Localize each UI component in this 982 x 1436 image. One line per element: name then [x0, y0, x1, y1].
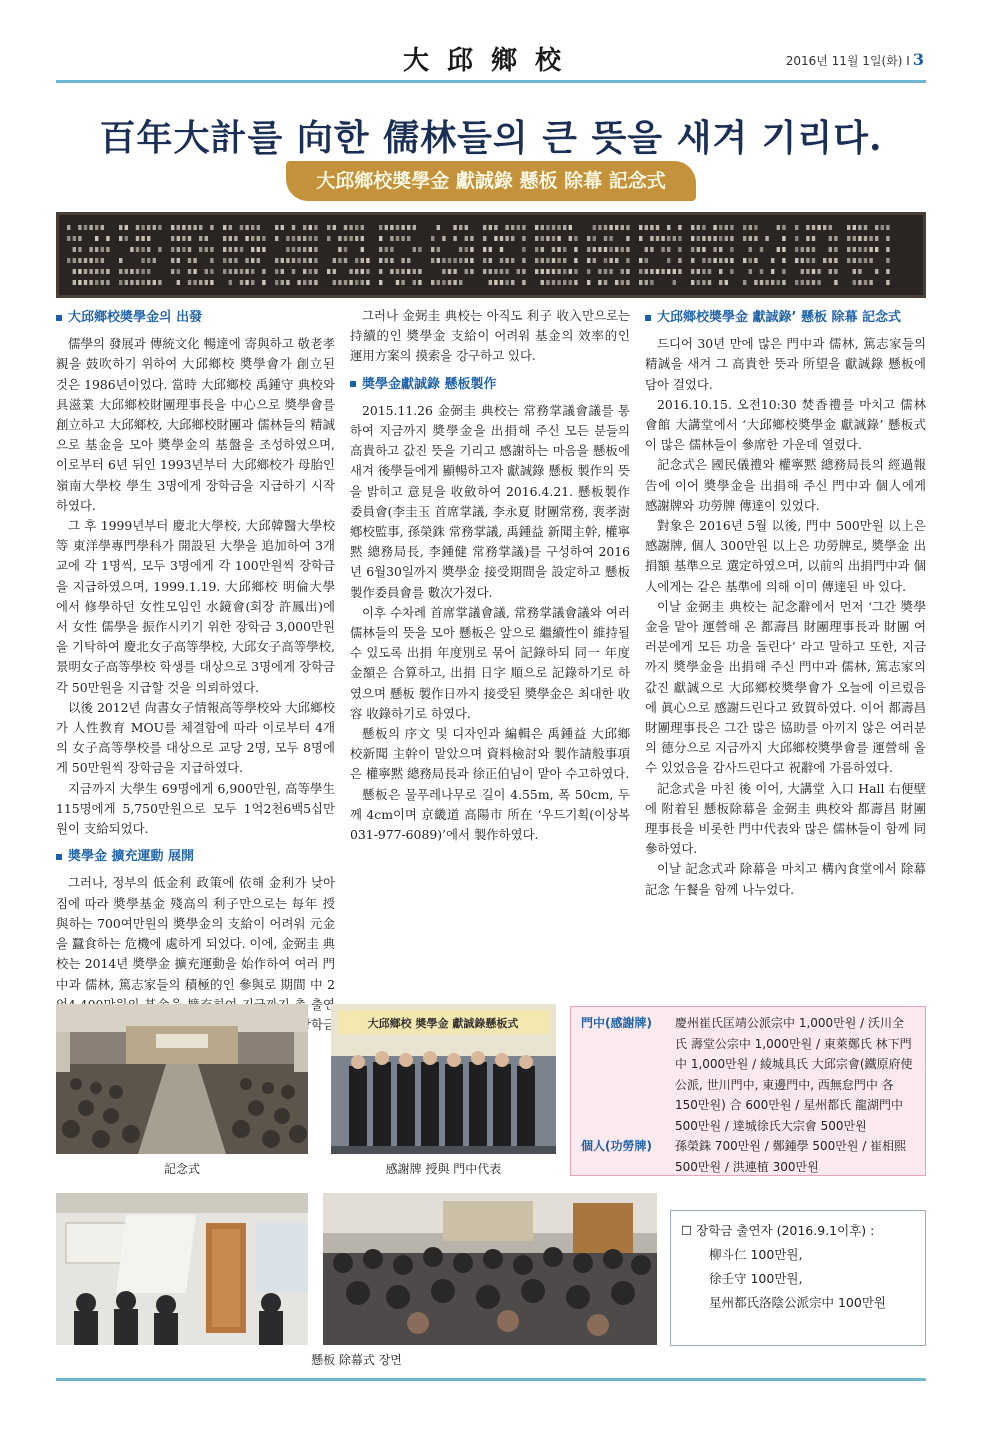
unveiling-photo-left: [56, 1193, 308, 1345]
paragraph: 記念式은 國民儀禮와 權寧黙 總務局長의 經過報告에 이어 奬學金을 出捐해 주신 門中과 個人에게 感謝牌와 功勞牌 傳達이 있었다.: [645, 457, 926, 513]
photo-caption: 感謝牌 授與 門中代表: [385, 1162, 502, 1176]
scholarship-donor-item: 柳斗仁 100만원,: [709, 1247, 803, 1262]
scholarship-donors-title: ☐ 장학금 출연자 (2016.9.1이후) :: [681, 1223, 875, 1238]
top-rule: [56, 80, 926, 83]
plaque-photo: [56, 212, 926, 298]
paragraph: 지금까지 大學生 69명에게 6,900만원, 高等學生 115명에게 5,750만원으로 모두 1억2천6백5십만원이 支給되었다.: [56, 780, 335, 837]
clan-donors: [581, 1013, 915, 1136]
article-column-3: [645, 306, 926, 900]
clan-donors-text: 慶州崔氏匡靖公派宗中 1,000만원 / 沃川全氏 壽堂公宗中 1,000만원 / 東萊鄭氏 林下門中 1,000만원 / 綾城具氏 大邱宗會(鐵原府使公派, 世川門中, 東邊門中, 西無怠門中 各 150만원) 合 600만원 / 星州都氏 龍湖門中 500만원 / 達城徐氏大宗會 500만원: [675, 1016, 913, 1133]
subtitle-banner: 大邱鄉校奬學金 獻誠錄 懸板 除幕 記念式: [286, 161, 696, 201]
paragraph: 懸板은 물푸레나무로 길이 4.55m, 폭 50cm, 두께 4cm이며 京畿道 高陽市 所在 ‘우드기획(이상복 031-977-6089)’에서 製作하였다.: [350, 786, 630, 843]
section-heading-origin: 大邱鄉校奬學金의 出發: [56, 308, 335, 328]
issue-date: [786, 50, 924, 69]
scholarship-donor-item: 徐壬守 100만원,: [709, 1271, 803, 1286]
paragraph: 對象은 2016년 5월 以後, 門中 500만원 以上은 感謝牌, 個人 300만원 以上은 功勞牌로, 奬學金 出捐額 基準으로 選定하였으며, 以前의 出捐門中과 個人에게는 같은 基準에 의해 이미 傳達된 바 있다.: [645, 518, 926, 594]
individual-donors-label: 個人(功勞牌): [581, 1139, 652, 1153]
paragraph: 이날 記念式과 除幕을 마치고 構內食堂에서 除幕 記念 午餐을 함께 나누었다.: [645, 861, 926, 897]
group-banner-text: 大邱鄉校 奬學金 獻誠錄懸板式: [367, 1017, 519, 1030]
paragraph: 以後 2012년 尙書女子情報高等學校와 大邱鄉校가 人性教育 MOU를 체결함에 따라 이로부터 4개의 女子高等學校를 대상으로 교당 2명, 모두 8명에게 50만원씩 장학금을 지급하였다.: [56, 699, 335, 776]
clan-donors-label: 門中(感謝牌): [581, 1016, 652, 1030]
section-heading-ceremony: 大邱鄉校奬學金 獻誠錄’ 懸板 除幕 記念式: [645, 308, 926, 328]
scholarship-donor-item: 星州都氏洛陰公派宗中 100만원: [709, 1295, 886, 1310]
ceremony-hall-photo: [56, 1004, 308, 1154]
bottom-rule: [56, 1378, 926, 1381]
paragraph: 懸板의 序文 및 디자인과 編輯은 禹鍾益 大邱鄉校新聞 主幹이 맡았으며 資料檢討와 製作請般事項은 權寧黙 總務局長과 徐正伯님이 맡아 수고하였다.: [350, 726, 630, 782]
paragraph: 儒學의 發展과 傳統文化 暢達에 寄與하고 敬老孝親을 鼓吹하기 위하여 大邱鄉校 奬學會가 創立된 것은 1986년이었다. 當時 大邱鄉校 禹鍾守 典校와 具滋業 大邱鄉校財團理事長을 中心으로 奬學會를 創立하고 大邱鄉校, 大邱鄉校財團과 儒林들의 精誠으로 基金을 모아 奬學金의 基盤을 조성하였으며, 이로부터 6년 뒤인 1993년부터 大邱鄉校가 母胎인 嶺南大學校 學生 3명에게 장학금을 지급하기 시작 하였다.: [56, 336, 335, 513]
section-heading-expand: 奬學金 擴充運動 展開: [56, 847, 335, 867]
paragraph: 그러나 金弼圭 典校는 아직도 利子 收入만으로는 持續的인 奬學金 支給이 어려워 基金의 效率的인 運用方案의 摸索을 강구하고 있다.: [350, 308, 630, 364]
individual-donors-text: 孫榮銖 700만원 / 鄭鍾學 500만원 / 崔相熙 500만원 / 洪連植 300만원: [675, 1139, 907, 1174]
paragraph: 2016.10.15. 오전10:30 焚香禮를 마치고 儒林會館 大講堂에서 ‘大邱鄉校奬學金 獻誠錄’ 懸板式이 많은 儒林들이 參席한 가운데 열렸다.: [645, 396, 926, 453]
photo-caption: 懸板 除幕式 장면: [311, 1353, 402, 1367]
scholarship-donors-box: [670, 1210, 926, 1346]
headline: 百年大計를 向한 儒林들의 큰 뜻을 새겨 기리다.: [99, 117, 883, 159]
page-number: 3: [912, 50, 924, 69]
photo-caption: 記念式: [163, 1162, 200, 1176]
section-heading-make: 奬學金獻誠錄 懸板製作: [350, 375, 630, 395]
paragraph: 드디어 30년 만에 많은 門中과 儒林, 篤志家들의 精誠을 새겨 그 高貴한 뜻과 所望을 獻誠錄 懸板에 담아 걸었다.: [645, 336, 926, 392]
article-column-1: [56, 306, 335, 1055]
paragraph: 2015.11.26 金弼圭 典校는 常務掌議會議를 통하여 지금까지 奬學金을 出捐해 주신 모든 분들의 高貴하고 값진 뜻을 기리고 感謝하는 마음을 懸板에 새겨 後學들에게 顯暢하고자 獻誠錄 懸板 製作의 뜻을 밝히고 意見을 收斂하여 2016.4.21. 懸板製作委員會(李圭玉 首席掌議, 李永夏 財團常務, 裵孝澍 鄕校監事, 孫榮銖 常務掌議, 禹鍾益 新聞主幹, 權寧黙 總務局長, 李鍾健 常務掌議)를 구성하여 2016년 6월30일까지 奬學金 接受期間을 設定하고 懸板製作委員會를 數次가졌다.: [350, 402, 630, 600]
masthead-title: 大邱鄉校: [402, 46, 579, 76]
donor-list-box: [570, 1006, 926, 1176]
unveiling-photo-crowd: [323, 1193, 657, 1345]
paragraph: 그 후 1999년부터 慶北大學校, 大邱韓醫大學校 等 東洋學專門學科가 開設된 大學을 追加하여 3개교에 각 1명씩, 모두 3명에게 각 100만원씩 장학금을 지급하였으며, 1999.1.19. 大邱鄉校 明倫大學에서 修學하던 女性모임인 水鏡會(회장 許鳳出)에서 女性 儒學을 振作시키기 위한 장학금 3,000만원을 기탁하여 慶北女子高等學校, 大邱女子高等學校, 景明女子高等學校 학생를 대상으로 3명에게 장학금 각 50만원을 지급할 것을 의뢰하였다.: [56, 518, 335, 695]
individual-donors: [581, 1136, 915, 1177]
article-column-2: [350, 306, 630, 845]
paragraph: 이후 수차례 首席掌議會議, 常務掌議會議와 여러 儒林들의 뜻을 모아 懸板은 앞으로 繼續性이 維持될 수 있도록 出捐 年度別로 묶어 記錄하되 同一 年度 金額은 合算하고, 出捐 日字 順으로 記錄하기로 하였으며 懸板 製作日까지 接受된 奬學金은 최대한 收容 收錄하기로 하였다.: [350, 604, 630, 721]
paragraph: 記念式을 마친 後 이어, 大講堂 入口 Hall 右便壁에 附着된 懸板除幕을 金弼圭 典校와 都壽昌 財團理事長을 비롯한 門中代表와 많은 儒林들이 함께 同參하였다.: [645, 780, 926, 857]
group-photo: [331, 1004, 556, 1154]
issue-date-text: 2016년 11월 1일(화) I: [785, 54, 910, 68]
paragraph: 그러나, 정부의 低金利 政策에 依해 金利가 낮아짐에 따라 奬學基金 殘高의 利子만으로는 每年 授與하는 700여만원의 奬學金의 支給이 어려워 元金을 蠶食하는 危機에 處하게 되었다. 이에, 金弼圭 典校는 2014년 奬學金 擴充運動을 始作하여 여러 門中과 儒林, 篤志家들의 積極的인 參與로 期間 中 2 출연 장학금: [56, 875, 335, 1032]
paragraph: 이날 金弼圭 典校는 記念辭에서 먼저 ‘그간 奬學金을 맡아 運營해 온 都壽昌 財團理事長과 財團 여러분에게 모든 功을 돌린다’ 라고 말하고 또한, 지금까지 奬學金을 出捐해 주신 門中과 儒林, 篤志家의 값진 獻誠으로 大邱鄉校奬學會가 오늘에 이르렀음에 眞心으로 感謝드린다고 致賀하였다. 이어 都壽昌 財團理事長은 그간 많은 協助를 아끼지 않은 여러분의 德分으로 지금까지 大邱鄉校奬學會를 運營해 올 수 있었음을 감사드린다고 祝辭에 가름하였다.: [645, 598, 926, 776]
